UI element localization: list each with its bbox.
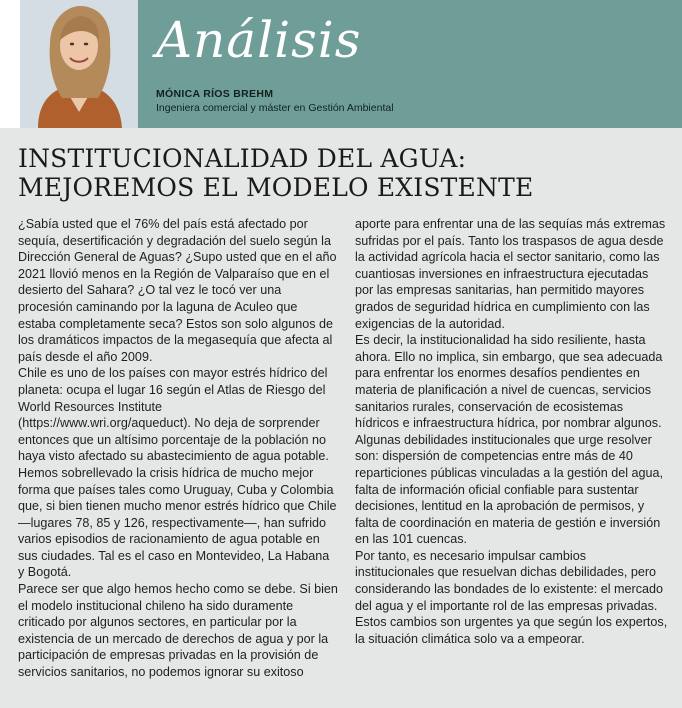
paragraph: Algunas debilidades institucionales que urge resolver son: dispersión de competencias entre más de 40 reparticiones públicas vinculadas a la gestión del agua, falta de información oficial confiable para sustentar decisiones, lentitud en la aprobación de permisos, y falta de coordinación en materia de gestión e inversión en las 101 cuencas. bbox=[355, 432, 664, 547]
author-photo bbox=[20, 0, 138, 128]
column-header bbox=[0, 0, 682, 128]
headline-line-1: INSTITUCIONALIDAD DEL AGUA: bbox=[18, 144, 467, 173]
article-column-right bbox=[355, 216, 668, 647]
paragraph: Parece ser que algo hemos hecho como se debe. Si bien el modelo institucional chileno ha sido duramente criticado por algunos sectores, en particular por la existencia de un mercado de derechos de agua y por la participación de empresas privadas en la provisión de servicios sanitarios, no podemos ignorar su exitoso bbox=[18, 582, 338, 680]
paragraph: Chile es uno de los países con mayor estrés hídrico del planeta: ocupa el lugar 16 según el Atlas de Riesgo del World Resources Institute (https://www.wri.org/aqueduct). No deja de sorprender entonces que un altísimo porcentaje de la población no haya visto afectado su abastecimiento de agua potable. Hemos sobrellevado la crisis hídrica de mucho mejor forma que países tales como Uruguay, Cuba y Colombia que, si bien tienen mucho menor estrés hídrico que Chile —lugares 78, 85 y 126, respectivamente—, han sufrido varios episodios de racionamiento de agua potable en sus ciudades. Tal es el caso en Montevideo, La Habana y Bogotá. bbox=[18, 366, 337, 580]
author-title: Ingeniera comercial y máster en Gestión Ambiental bbox=[156, 102, 394, 114]
author-name: MÓNICA RÍOS BREHM bbox=[156, 88, 274, 100]
paragraph: ¿Sabía usted que el 76% del país está afectado por sequía, desertificación y degradación del suelo según la Dirección General de Aguas? ¿Supo usted que en el año 2021 llovió menos en la Región de Valparaíso que en el desierto del Sahara? ¿O tal vez le tocó ver una procesión caminando por la laguna de Aculeo que estaba completamente seca? Estos son solo algunos de los dramáticos impactos de la megasequía que afecta al país desde el año 2009. bbox=[18, 217, 337, 364]
section-title: Análisis bbox=[156, 11, 362, 69]
paragraph: Por tanto, es necesario impulsar cambios institucionales que resuelvan dichas debilidades, pero considerando las bondades de lo existente: el mercado del agua y el importante rol de las empresas privadas. Estos cambios son urgentes ya que según los expertos, la situación climática solo va a empeorar. bbox=[355, 548, 668, 646]
author-portrait-illustration bbox=[20, 0, 138, 128]
paragraph: aporte para enfrentar una de las sequías más extremas sufridas por el país. Tanto los traspasos de agua desde la actividad agrícola hacia el sector sanitario, como las cuantiosas inversiones en infraestructura ejecutadas por las empresas sanitarias, han permitido mayores grados de seguridad hídrica en cumplimiento con las exigencias de la autoridad. bbox=[355, 217, 666, 331]
paragraph: Es decir, la institucionalidad ha sido resiliente, hasta ahora. Ello no implica, sin embargo, que sea adecuada para enfrentar los enormes desafíos pendientes en materia de planificación a nivel de cuencas, servicios sanitarios rurales, conservación de ecosistemas hídricos e infraestructura hídrica, por nombrar algunos. bbox=[355, 333, 663, 431]
article-column-left bbox=[18, 216, 338, 681]
headline-line-2: MEJOREMOS EL MODELO EXISTENTE bbox=[18, 173, 534, 202]
headline bbox=[18, 144, 658, 202]
